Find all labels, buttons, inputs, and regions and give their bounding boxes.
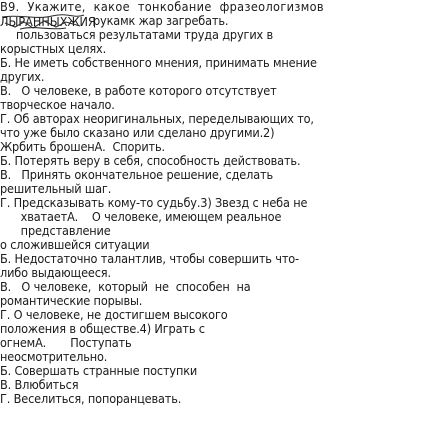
handwritten-text: ЛЫРАННЫХЖИЯ: [0, 14, 96, 29]
doc-line-22: Г. О человеке, не достигшем высокого: [0, 307, 228, 322]
doc-line-11: Б. Потерять веру в себя, способность действовать.: [0, 153, 301, 168]
doc-line-15: хватаетА. О человеке, имеющем реальное: [0, 209, 282, 224]
doc-line-27: В. Влюбиться: [0, 377, 79, 392]
doc-line-8: Г. Об авторах неоригинальных, переделывающих то,: [0, 111, 314, 126]
doc-line-28: Г. Веселиться, попоранцевать.: [0, 391, 182, 406]
question-heading: В9. Укажите, какое тонкобание фразеологизмов: [0, 0, 324, 14]
doc-line-18: Б. Недостаточно талантлив, чтобы совершить что-: [0, 251, 300, 266]
doc-line-23: положения в обществе.4) Играть с: [0, 321, 205, 336]
doc-line-26: Б. Совершать странные поступки: [0, 363, 198, 378]
doc-line-6: В. О человеке, в работе которого отсутствует: [0, 83, 277, 98]
doc-line-4: Б. Не иметь собственного мнения, принимать мнение: [0, 55, 317, 70]
doc-line-10: Жрбить брошенА. Спорить.: [0, 139, 165, 154]
doc-line-5: других.: [0, 69, 45, 84]
doc-line-7: творческое начало.: [0, 97, 115, 112]
doc-line-20: В. О человеке, который не способен на: [0, 279, 251, 294]
doc-line-1: рукамк жар загребать.: [93, 13, 229, 28]
doc-line-16: представление: [0, 223, 111, 238]
doc-line-17: о сложившейся ситуации: [0, 237, 150, 252]
doc-line-19: либо выдающееся.: [0, 265, 111, 280]
doc-line-21: романтические порывы.: [0, 293, 143, 308]
doc-line-9: что уже было сказано или сделано другими.2): [0, 125, 275, 140]
doc-line-13: решительный шаг.: [0, 181, 112, 196]
doc-line-24: огнемА. Поступать: [0, 335, 132, 350]
doc-line-2: пользоваться результатами труда других в: [16, 27, 274, 42]
doc-line-3: корыстных целях.: [0, 41, 107, 56]
doc-line-12: В. Принять окончательное решение, сделать: [0, 167, 273, 182]
doc-line-14: Г. Предсказывать кому-то судьбу.3) Звезд с неба не: [0, 195, 308, 210]
doc-line-25: неосмотрительно.: [0, 349, 108, 364]
